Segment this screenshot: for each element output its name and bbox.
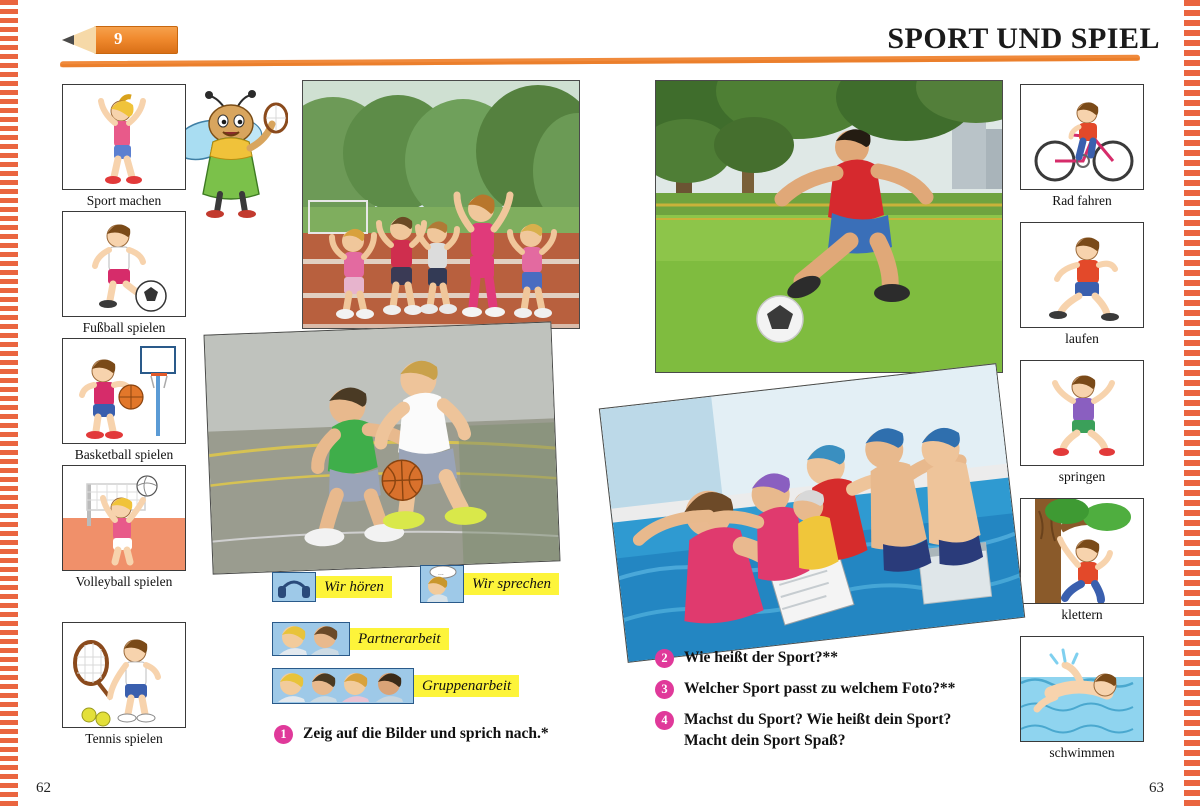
- task-1: [274, 724, 554, 745]
- vocab-image-girl-climbing-tree-icon: [1020, 498, 1144, 604]
- vocab-image-boy-running-icon: [1020, 222, 1144, 328]
- vocab-label: Rad fahren: [1052, 193, 1112, 208]
- vocab-card-sport-machen: [62, 84, 186, 209]
- task-text: Machst du Sport? Wie heißt dein Sport?: [684, 711, 952, 728]
- method-label: Wir sprechen: [464, 573, 559, 595]
- chapter-title: SPORT UND SPIEL: [887, 22, 1160, 55]
- task-text: Wie heißt der Sport?**: [684, 649, 839, 666]
- page-number-left: 62: [36, 780, 51, 796]
- vocab-label: springen: [1058, 469, 1106, 484]
- bee-mascot-icon: [168, 88, 288, 218]
- vocab-card-fussball-spielen: [62, 211, 186, 336]
- headphones-icon: [272, 572, 316, 602]
- vocab-label: klettern: [1061, 607, 1103, 622]
- vocab-label: Sport machen: [86, 193, 162, 208]
- photo-boy-playing-football-park: [655, 80, 1003, 373]
- vocab-image-girl-exercising-icon: [62, 84, 186, 190]
- task-text: Welcher Sport passt zu welchem Foto?**: [684, 680, 956, 697]
- header-rule: [60, 55, 1140, 68]
- vocab-image-boy-playing-tennis-icon: [62, 622, 186, 728]
- photo-boys-basketball-gym: [204, 321, 561, 574]
- vocab-card-basketball-spielen: [62, 338, 186, 463]
- vocab-card-schwimmen: [1020, 636, 1144, 761]
- vocab-label: Basketball spielen: [74, 447, 174, 462]
- photo-children-running-track: [302, 80, 580, 329]
- vocab-image-girl-playing-volleyball-icon: [62, 465, 186, 571]
- task-text-line-2: Macht dein Sport Spaß?: [684, 731, 846, 749]
- task-4: [655, 710, 995, 752]
- four-children-icon: [272, 668, 414, 704]
- task-3: [655, 679, 995, 700]
- task-text: Zeig auf die Bilder und sprich nach.*: [303, 725, 549, 742]
- method-gruppenarbeit: [272, 668, 519, 704]
- speaking-child-icon: [420, 565, 464, 603]
- method-wir-hoeren: [272, 572, 392, 602]
- task-2: [655, 648, 985, 669]
- photo-children-swimming-pool: [599, 363, 1025, 663]
- vocab-card-klettern: [1020, 498, 1144, 623]
- task-number: 1: [274, 725, 293, 744]
- vocab-label: Tennis spielen: [85, 731, 163, 746]
- vocab-label: schwimmen: [1049, 745, 1115, 760]
- task-number: 3: [655, 680, 674, 699]
- chapter-number: 9: [114, 29, 123, 48]
- vocab-card-volleyball-spielen: [62, 465, 186, 590]
- vocab-image-boy-swimming-icon: [1020, 636, 1144, 742]
- vocab-card-tennis-spielen: [62, 622, 186, 747]
- pencil-chapter-marker-icon: [62, 18, 182, 62]
- vocab-label: Volleyball spielen: [75, 574, 173, 589]
- vocab-image-girl-jumping-icon: [1020, 360, 1144, 466]
- two-children-icon: [272, 622, 350, 656]
- page-number-right: 63: [1149, 780, 1164, 796]
- method-label: Partnerarbeit: [350, 628, 449, 650]
- method-label: Wir hören: [316, 576, 392, 598]
- torn-edge-left: [0, 0, 18, 807]
- torn-edge-right: [1184, 0, 1200, 807]
- vocab-image-girl-with-basketball-icon: [62, 338, 186, 444]
- vocab-card-springen: [1020, 360, 1144, 485]
- vocab-label: laufen: [1065, 331, 1099, 346]
- vocab-card-rad-fahren: [1020, 84, 1144, 209]
- vocab-image-boy-with-football-icon: [62, 211, 186, 317]
- method-wir-sprechen: [420, 565, 559, 603]
- vocab-card-laufen: [1020, 222, 1144, 347]
- vocab-label: Fußball spielen: [82, 320, 166, 335]
- task-number: 2: [655, 649, 674, 668]
- vocab-image-girl-riding-bicycle-icon: [1020, 84, 1144, 190]
- method-label: Gruppenarbeit: [414, 675, 519, 697]
- svg-text:...: ...: [438, 570, 444, 577]
- method-partnerarbeit: [272, 622, 449, 656]
- task-number: 4: [655, 711, 674, 730]
